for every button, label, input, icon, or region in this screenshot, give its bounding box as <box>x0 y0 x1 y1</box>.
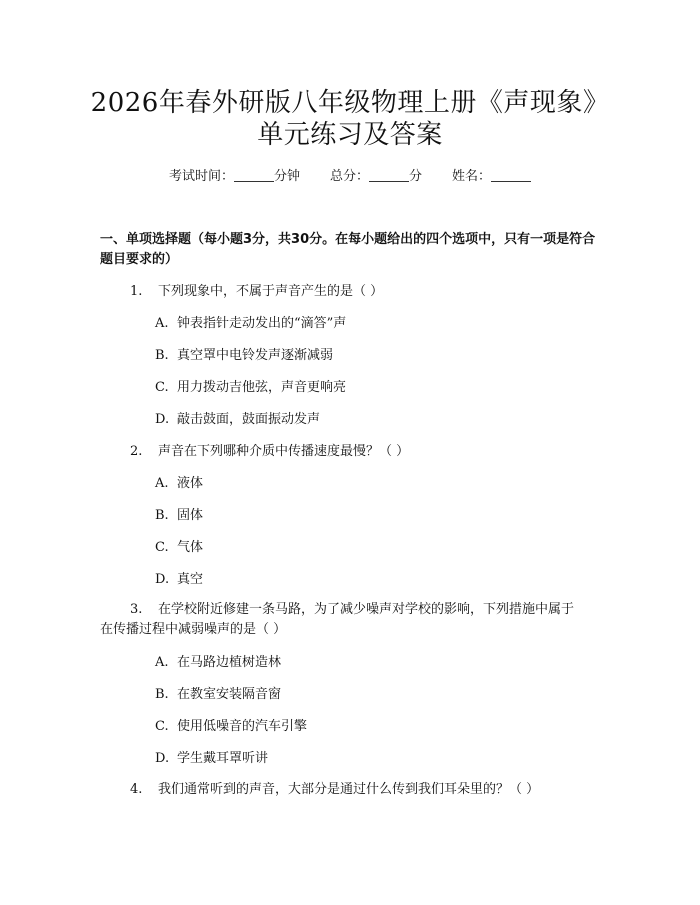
option-letter: A. <box>155 316 169 331</box>
q3-option-a <box>155 653 281 673</box>
question-text: 下列现象中，不属于声音产生的是（ ） <box>158 284 384 299</box>
question-text-line2: 在传播过程中减弱噪声的是（ ） <box>100 622 287 637</box>
option-text: 钟表指针走动发出的“滴答”声 <box>177 316 347 331</box>
question-3-continued <box>100 620 286 640</box>
time-unit: 分钟 <box>273 169 300 184</box>
q3-option-d <box>155 749 268 769</box>
page-title-line1: 2026年春外研版八年级物理上册《声现象》 <box>90 88 610 118</box>
option-text: 在教室安装隔音窗 <box>177 687 282 702</box>
option-text: 真空 <box>177 572 204 587</box>
q1-option-a <box>155 314 346 334</box>
option-letter: C. <box>155 380 169 395</box>
question-number: 2. <box>130 444 143 459</box>
option-letter: B. <box>155 687 169 702</box>
q2-option-c <box>155 538 203 558</box>
option-letter: B. <box>155 508 169 523</box>
question-text: 我们通常听到的声音，大部分是通过什么传到我们耳朵里的？（ ） <box>158 782 540 797</box>
option-text: 气体 <box>177 540 204 555</box>
option-text: 在马路边植树造林 <box>177 655 282 670</box>
option-text: 使用低噪音的汽车引擎 <box>177 719 308 734</box>
q3-option-b <box>155 685 281 705</box>
option-letter: C. <box>155 719 169 734</box>
section-heading: 一、单项选择题（每小题3分，共30分。在每小题给出的四个选项中，只有一项是符合题目要求的） <box>100 232 596 267</box>
option-text: 用力拨动吉他弦，声音更响亮 <box>177 380 347 395</box>
option-letter: A. <box>155 476 169 491</box>
option-letter: D. <box>155 572 170 587</box>
option-letter: D. <box>155 751 170 766</box>
option-text: 敲击鼓面，鼓面振动发声 <box>177 412 321 427</box>
q2-option-b <box>155 506 203 526</box>
option-letter: D. <box>155 412 170 427</box>
question-1 <box>130 282 383 302</box>
option-text: 固体 <box>177 508 204 523</box>
exam-info-row <box>0 168 700 186</box>
page-title-line2: 单元练习及答案 <box>257 120 443 150</box>
question-text-line1: 在学校附近修建一条马路，为了减少噪声对学校的影响，下列措施中属于 <box>158 602 575 617</box>
q1-option-b <box>155 346 333 366</box>
q2-option-a <box>155 474 203 494</box>
score-unit: 分 <box>409 169 423 184</box>
q1-option-d <box>155 410 320 430</box>
name-label: 姓名： <box>452 169 492 184</box>
q1-option-c <box>155 378 346 398</box>
name-blank <box>491 169 531 182</box>
option-letter: C. <box>155 540 169 555</box>
option-letter: B. <box>155 348 169 363</box>
score-label: 总分： <box>329 169 369 184</box>
q2-option-d <box>155 570 203 590</box>
question-text: 声音在下列哪种介质中传播速度最慢？（ ） <box>158 444 410 459</box>
option-letter: A. <box>155 655 169 670</box>
question-4 <box>130 780 539 800</box>
question-3 <box>130 600 574 620</box>
question-number: 4. <box>130 782 143 797</box>
question-2 <box>130 442 409 462</box>
option-text: 学生戴耳罩听讲 <box>177 751 269 766</box>
question-number: 3. <box>130 602 143 617</box>
option-text: 液体 <box>177 476 204 491</box>
q3-option-c <box>155 717 307 737</box>
score-blank <box>369 169 409 182</box>
question-number: 1. <box>130 284 143 299</box>
option-text: 真空罩中电铃发声逐渐减弱 <box>177 348 334 363</box>
time-blank <box>234 169 274 182</box>
time-label: 考试时间： <box>168 169 234 184</box>
